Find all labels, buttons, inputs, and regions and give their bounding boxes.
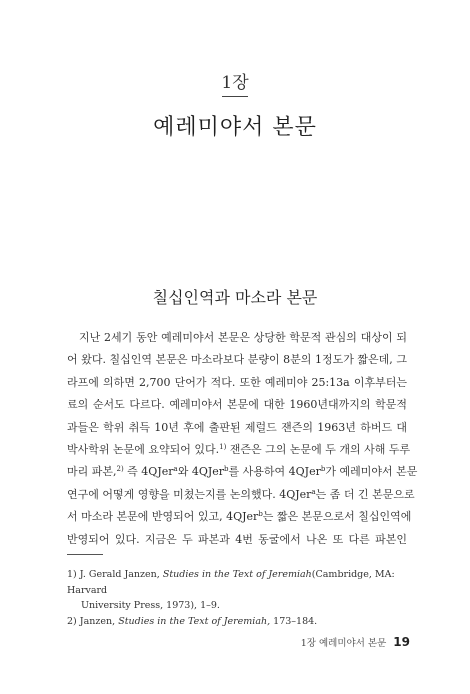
body-line: 반영되어 있다. 지금은 두 파본과 4번 동굴에서 나온 또 다른 파본인 — [67, 532, 407, 546]
body-text — [67, 327, 418, 551]
body-line: 박사학위 논문에 요약되어 있다.$^{1)}$ 잰즌은 그의 논문에 두 개의 사해 두루 — [67, 442, 411, 456]
running-head: 1장 예레미야서 본문 — [300, 638, 387, 649]
manuscript-sup: b — [258, 510, 263, 519]
body-line: 라프에 의하면 2,700 단어가 적다. 또한 예레미야 25:13a 이후부터는 — [67, 375, 407, 389]
footnote-1: 1) J. Gerald Janzen, Studies in the Text of Jeremiah(Cambridge, MA: Harvard — [67, 569, 395, 596]
footnote-divider — [67, 554, 103, 555]
chapter-number: 1장 — [221, 73, 249, 93]
footnotes — [67, 567, 412, 629]
body-line: 과들은 학위 취득 10년 후에 출판된 제럴드 잰즌의 1963년 하버드 대 — [67, 420, 407, 434]
manuscript-sup: b — [224, 465, 229, 474]
manuscript-sup: a — [173, 465, 178, 474]
body-line: 마리 파본,$^{2)}$ 즉 4QJer$^a$와 4QJer$^b$를 사용하여 4QJer$^b$가 예레미야서 본문 — [67, 465, 418, 479]
manuscript-sup: a — [311, 487, 316, 496]
manuscript-sup: b — [320, 465, 326, 474]
footnote-ref[interactable]: 1) — [219, 442, 227, 451]
body-line: 지난 2세기 동안 예레미야서 본문은 상당한 학문적 관심의 대상이 되 — [79, 331, 407, 344]
footnote-ref[interactable]: 2) — [116, 465, 124, 474]
page-number: 19 — [393, 635, 410, 649]
chapter-title: 예레미야서 본문 — [153, 115, 317, 140]
footnote-1-continued: University Press, 1973), 1–9. — [81, 600, 220, 611]
section-heading: 칠십인역과 마소라 본문 — [152, 288, 318, 307]
body-line: 연구에 어떻게 영향을 미쳤는지를 논의했다. 4QJer$^a$는 좀 더 긴 본문으로 — [67, 487, 415, 501]
body-line: 서 마소라 본문에 반영되어 있고, 4QJer$^b$는 짧은 본문으로서 칠십인역에 — [67, 510, 412, 524]
footnote-2: 2) Janzen, Studies in the Text of Jeremiah, 173–184. — [67, 615, 318, 627]
chapter-divider — [222, 96, 248, 97]
page-footer — [0, 635, 410, 649]
body-line: 료의 순서도 다르다. 예레미야서 본문에 대한 1960년대까지의 학문적 — [67, 398, 407, 412]
body-line: 어 왔다. 칠십인역 본문은 마소라보다 분량이 8분의 1정도가 짧은데, 그 — [67, 353, 407, 367]
